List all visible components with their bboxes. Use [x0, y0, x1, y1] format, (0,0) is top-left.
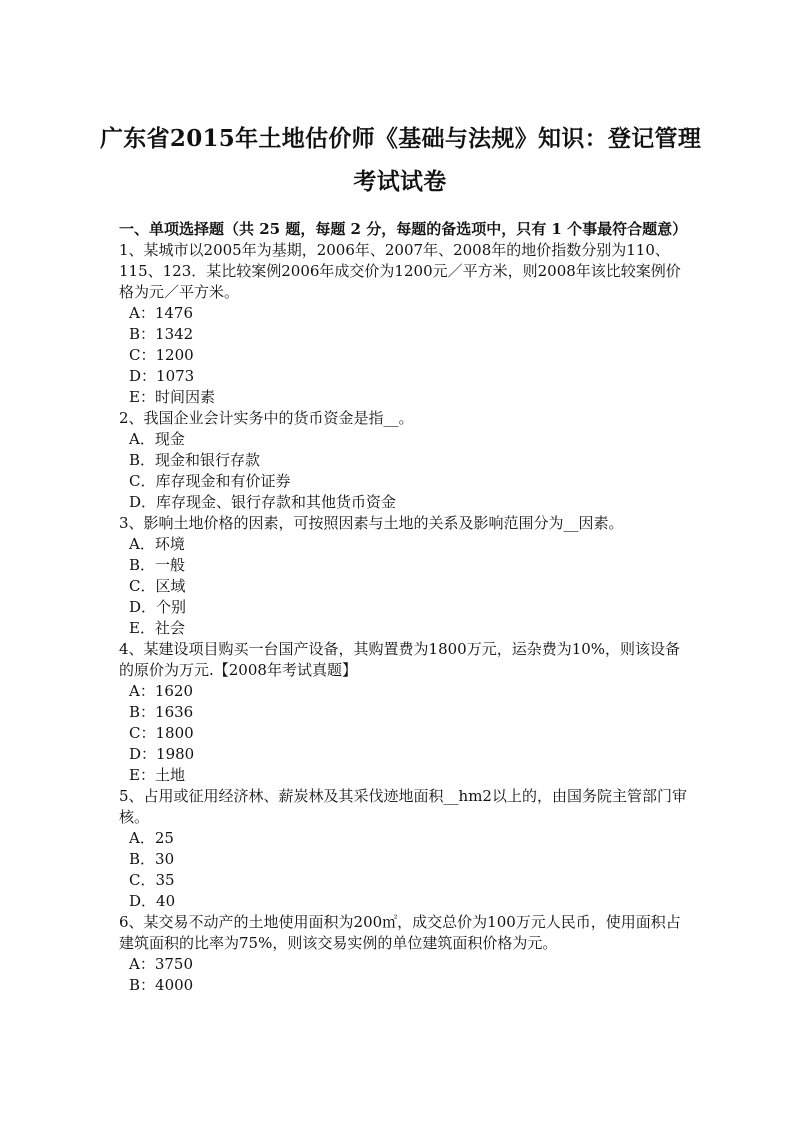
option-a: A：1620 [129, 682, 194, 700]
option-e: E．社会 [129, 619, 185, 637]
question-text: 1、某城市以2005年为基期，2006年、2007年、2008年的地价指数分别为110、115、123．某比较案例2006年成交价为1200元／平方米，则2008年该比较案例价格为元／平方米。 [119, 241, 681, 301]
option-b: B．一般 [129, 556, 186, 574]
question-text: 5、占用或征用经济林、薪炭林及其采伐迹地面积__hm2以上的，由国务院主管部门审核。 [119, 787, 687, 826]
option-c: C．库存现金和有价证券 [129, 472, 291, 490]
option-b: B．30 [129, 850, 175, 868]
option-a: A：3750 [129, 955, 194, 973]
option-b: B：4000 [129, 976, 194, 994]
question-text: 6、某交易不动产的土地使用面积为200㎡，成交总价为100万元人民币，使用面积占建筑面积的比率为75%，则该交易实例的单位建筑面积价格为元。 [119, 913, 681, 952]
option-c: C：1800 [129, 724, 194, 742]
option-d: D．库存现金、银行存款和其他货币资金 [129, 493, 397, 511]
option-c: C．35 [129, 871, 175, 889]
question-6 [119, 912, 691, 996]
question-4 [119, 639, 691, 786]
option-d: D：1073 [129, 367, 195, 385]
question-2 [119, 408, 691, 513]
option-d: D．个别 [129, 598, 187, 616]
option-d: D：1980 [129, 745, 195, 763]
section-heading: 一、单项选择题（共 25 题，每题 2 分，每题的备选项中，只有 1 个事最符合题意） [119, 220, 688, 238]
question-text: 3、影响土地价格的因素，可按照因素与土地的关系及影响范围分为__因素。 [119, 514, 624, 532]
question-text: 2、我国企业会计实务中的货币资金是指__。 [119, 409, 414, 427]
option-a: A：1476 [129, 304, 194, 322]
option-e: E：土地 [129, 766, 185, 784]
option-b: B．现金和银行存款 [129, 451, 261, 469]
option-a: A．现金 [129, 430, 185, 448]
option-a: A．25 [129, 829, 174, 847]
option-c: C．区域 [129, 577, 186, 595]
question-3 [119, 513, 691, 639]
question-1 [119, 240, 691, 408]
option-d: D．40 [129, 892, 176, 910]
option-c: C：1200 [129, 346, 194, 364]
option-b: B：1342 [129, 325, 194, 343]
document-body [119, 219, 691, 996]
option-a: A．环境 [129, 535, 185, 553]
document-title-line-2: 考试试卷 [353, 168, 447, 195]
option-b: B：1636 [129, 703, 194, 721]
option-e: E：时间因素 [129, 388, 215, 406]
question-text: 4、某建设项目购买一台国产设备，其购置费为1800万元，运杂费为10%，则该设备的原价为万元.【2008年考试真题】 [119, 640, 681, 679]
question-5 [119, 786, 691, 912]
document-title-line-1: 广东省2015年土地估价师《基础与法规》知识：登记管理 [100, 125, 702, 152]
